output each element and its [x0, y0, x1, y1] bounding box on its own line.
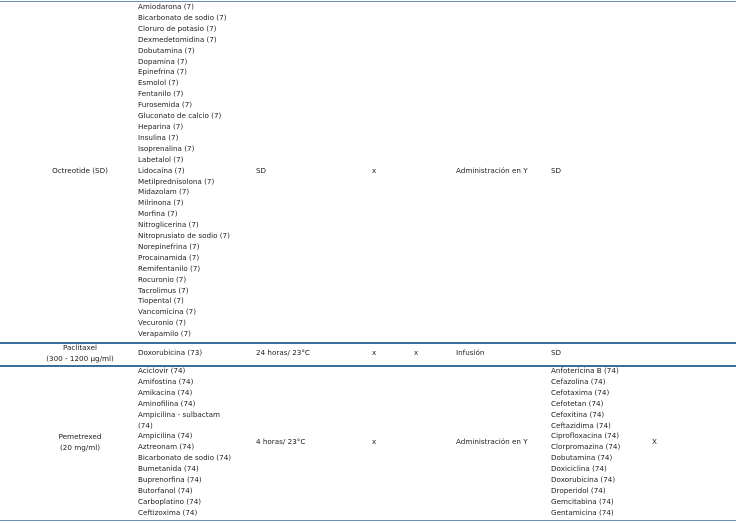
list-item: Nitroglicerina (7) — [138, 220, 199, 230]
list-item: Bumetanida (74) — [138, 464, 199, 474]
incompatible-drugs-list — [551, 166, 561, 177]
list-item: Isoprenalina (7) — [138, 143, 195, 153]
list-item: Remifentanilo (7) — [138, 263, 201, 273]
list-item: Cefazolina (74) — [551, 376, 606, 386]
list-item: Dopamina (7) — [138, 56, 188, 66]
drug-name: Octreotide (SD) — [52, 166, 108, 175]
list-item: Amikacina (74) — [138, 387, 193, 397]
list-item: Cefoxitina (74) — [551, 409, 605, 419]
list-item: Insulina (7) — [138, 132, 179, 142]
list-item: Tiopental (7) — [138, 296, 184, 306]
list-item: (74) — [138, 420, 153, 430]
list-item: Bicarbonato de sodio (74) — [138, 453, 232, 463]
list-item: Doxorubicina (73) — [138, 348, 203, 357]
list-item: SD — [551, 166, 562, 175]
list-item: Gluconato de calcio (7) — [138, 111, 222, 121]
list-item: Ceftizoxima (74) — [138, 507, 198, 517]
mark-cell: x — [372, 437, 377, 446]
mark-cell: x — [372, 166, 377, 175]
mark-cell: x — [414, 348, 419, 357]
list-item: Epinefrina (7) — [138, 67, 187, 77]
administration: Infusión — [456, 348, 485, 357]
list-item: SD — [551, 348, 562, 357]
list-item: Cloruro de potasio (7) — [138, 23, 217, 33]
row-bottom-rule — [0, 520, 736, 521]
list-item: Rocuronio (7) — [138, 274, 187, 284]
list-item: Metilprednisolona (7) — [138, 176, 215, 186]
list-item: Amifostina (74) — [138, 376, 194, 386]
compatible-drugs-list — [138, 2, 230, 340]
mark-cell: x — [372, 348, 377, 357]
stability: 24 horas/ 23°C — [256, 348, 310, 357]
list-item: Ceftazidima (74) — [551, 420, 611, 430]
list-item: Morfina (7) — [138, 209, 178, 219]
list-item: Dobutamina (7) — [138, 45, 195, 55]
list-item: Amiodarona (7) — [138, 2, 194, 11]
list-item: Vecuronio (7) — [138, 318, 186, 328]
list-item: Bicarbonato de sodio (7) — [138, 12, 227, 22]
list-item: Verapamilo (7) — [138, 329, 191, 339]
list-item: Procainamida (7) — [138, 252, 200, 262]
list-item: Esmolol (7) — [138, 78, 179, 88]
list-item: Anfotericina B (74) — [551, 366, 619, 375]
list-item: Gemcitabina (74) — [551, 496, 614, 506]
list-item: Cefotaxima (74) — [551, 387, 610, 397]
list-item: Carboplatino (74) — [138, 496, 202, 506]
list-item: Aztreonam (74) — [138, 442, 195, 452]
mark-cell: X — [652, 437, 657, 446]
list-item: Heparina (7) — [138, 121, 184, 131]
list-item: Clorpromazina (74) — [551, 442, 621, 452]
row-separator-2 — [0, 365, 736, 367]
list-item: Labetalol (7) — [138, 154, 184, 164]
list-item: Midazolam (7) — [138, 187, 190, 197]
list-item: Nitroprusiato de sodio (7) — [138, 231, 230, 241]
list-item: Lidocaína (7) — [138, 165, 185, 175]
list-item: Droperidol (74) — [551, 485, 606, 495]
list-item: Buprenorfina (74) — [138, 475, 202, 485]
drug-name: Pemetrexed (20 mg/ml) — [58, 432, 102, 452]
incompatible-drugs-list — [551, 348, 561, 359]
list-item: Aciclovir (74) — [138, 366, 186, 375]
list-item: Dobutamina (74) — [551, 453, 613, 463]
list-item: Fentanilo (7) — [138, 89, 184, 99]
list-item: Vancomicina (7) — [138, 307, 197, 317]
list-item: Ciprofloxacina (74) — [551, 431, 620, 441]
compatible-drugs-list — [138, 348, 202, 359]
administration: Administración en Y — [456, 437, 528, 446]
list-item: Tacrolimus (7) — [138, 285, 189, 295]
row-top-rule — [0, 1, 736, 2]
list-item: Aminofilina (74) — [138, 398, 196, 408]
list-item: Dexmedetomidina (7) — [138, 34, 217, 44]
incompatible-drugs-list — [551, 366, 620, 519]
list-item: Butorfanol (74) — [138, 485, 193, 495]
list-item: Doxorubicina (74) — [551, 475, 616, 485]
stability: 4 horas/ 23°C — [256, 437, 306, 446]
stability: SD — [256, 166, 267, 175]
list-item: Gentamicina (74) — [551, 507, 614, 517]
drug-name: Paclitaxel (300 - 1200 µg/ml) — [46, 343, 114, 363]
compatible-drugs-list — [138, 366, 231, 519]
list-item: Ampicilina (74) — [138, 431, 193, 441]
list-item: Doxiciclina (74) — [551, 464, 607, 474]
list-item: Cefotetan (74) — [551, 398, 604, 408]
list-item: Norepinefrina (7) — [138, 241, 200, 251]
list-item: Milrinona (7) — [138, 198, 184, 208]
administration: Administración en Y — [456, 166, 528, 175]
list-item: Ampicilina - sulbactam — [138, 409, 220, 419]
list-item: Furosemida (7) — [138, 100, 193, 110]
